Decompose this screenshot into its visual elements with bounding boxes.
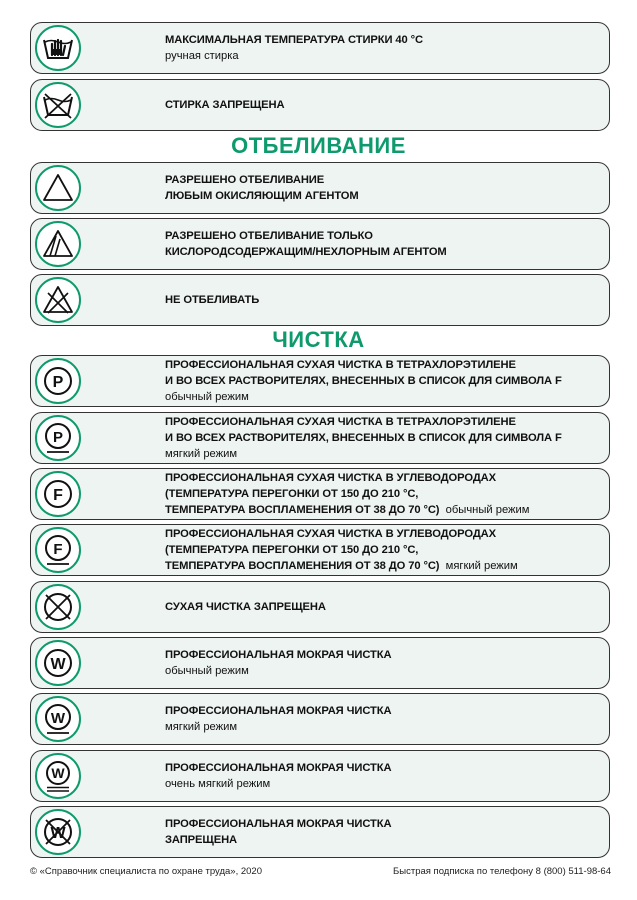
care-mode: мягкий режим [165, 721, 238, 733]
care-row-wet-gentle [30, 693, 610, 745]
care-title: И ВО ВСЕХ РАСТВОРИТЕЛЯХ, ВНЕСЕННЫХ В СПИСОК ДЛЯ СИМВОЛА F [165, 375, 562, 387]
care-title: МАКСИМАЛЬНАЯ ТЕМПЕРАТУРА СТИРКИ 40 °С [165, 34, 424, 46]
circle-w-icon [35, 640, 81, 686]
care-title: ЛЮБЫМ ОКИСЛЯЮЩИМ АГЕНТОМ [165, 190, 359, 202]
symbol-letter: W [51, 765, 65, 781]
symbol-letter: W [50, 656, 66, 673]
care-title: ПРОФЕССИОНАЛЬНАЯ СУХАЯ ЧИСТКА В УГЛЕВОДОРОДАХ [165, 472, 497, 484]
care-mode: мягкий режим [165, 448, 238, 460]
section-heading-cleaning: ЧИСТКА [272, 327, 365, 352]
care-title: ТЕМПЕРАТУРА ВОСПЛАМЕНЕНИЯ ОТ 38 ДО 70 °С) [165, 560, 440, 572]
symbol-letter: P [52, 374, 64, 391]
care-title: ПРОФЕССИОНАЛЬНАЯ СУХАЯ ЧИСТКА В ТЕТРАХЛОРЭТИЛЕНЕ [165, 416, 516, 428]
care-title: ПРОФЕССИОНАЛЬНАЯ СУХАЯ ЧИСТКА В ТЕТРАХЛОРЭТИЛЕНЕ [165, 359, 516, 371]
care-title: СТИРКА ЗАПРЕЩЕНА [165, 99, 285, 111]
crossed-triangle-icon [35, 277, 81, 323]
care-title: КИСЛОРОДСОДЕРЖАЩИМ/НЕХЛОРНЫМ АГЕНТОМ [165, 246, 447, 258]
care-title: РАЗРЕШЕНО ОТБЕЛИВАНИЕ ТОЛЬКО [165, 230, 373, 242]
care-row-dry-p-normal [30, 355, 610, 407]
symbol-letter: W [50, 825, 66, 842]
care-mode: обычный режим [165, 665, 249, 677]
symbol-letter: W [50, 710, 66, 727]
care-title: ПРОФЕССИОНАЛЬНАЯ СУХАЯ ЧИСТКА В УГЛЕВОДОРОДАХ [165, 528, 497, 540]
care-title: (ТЕМПЕРАТУРА ПЕРЕГОНКИ ОТ 150 ДО 210 °С, [165, 544, 419, 556]
striped-triangle-icon [35, 221, 81, 267]
care-row-no-wet-clean [30, 806, 610, 858]
symbol-letter: P [52, 429, 64, 446]
care-mode: обычный режим [445, 504, 530, 516]
footer-subscription: Быстрая подписка по телефону 8 (800) 511-98-64 [393, 866, 611, 877]
symbol-letter: F [53, 541, 63, 558]
crossed-circle-w-icon [35, 809, 81, 855]
care-mode: обычный режим [165, 391, 249, 403]
care-title: ПРОФЕССИОНАЛЬНАЯ МОКРАЯ ЧИСТКА [165, 818, 392, 830]
care-row-dry-f-gentle [30, 524, 610, 576]
care-title: ЗАПРЕЩЕНА [165, 834, 238, 846]
care-row-dry-f-normal [30, 468, 610, 520]
circle-w-line-icon [35, 696, 81, 742]
symbol-letter: F [53, 487, 63, 504]
care-title: И ВО ВСЕХ РАСТВОРИТЕЛЯХ, ВНЕСЕННЫХ В СПИСОК ДЛЯ СИМВОЛА F [165, 432, 562, 444]
care-row-bleach-oxygen [30, 218, 610, 270]
care-mode: ручная стирка [165, 50, 239, 62]
care-title: ПРОФЕССИОНАЛЬНАЯ МОКРАЯ ЧИСТКА [165, 762, 392, 774]
care-title: ТЕМПЕРАТУРА ВОСПЛАМЕНЕНИЯ ОТ 38 ДО 70 °С) [165, 504, 440, 516]
care-row-bleach-any [30, 162, 610, 214]
no-wash-icon [35, 82, 81, 128]
care-row-hand-wash [30, 22, 610, 74]
section-heading-bleaching: ОТБЕЛИВАНИЕ [231, 133, 406, 158]
care-title: НЕ ОТБЕЛИВАТЬ [165, 294, 260, 306]
care-title: ПРОФЕССИОНАЛЬНАЯ МОКРАЯ ЧИСТКА [165, 649, 392, 661]
circle-p-line-icon [35, 415, 81, 461]
circle-f-line-icon [35, 527, 81, 573]
care-row-no-dry-clean [30, 581, 610, 633]
care-row-dry-p-gentle [30, 412, 610, 464]
care-mode: очень мягкий режим [165, 778, 271, 790]
care-mode: мягкий режим [445, 560, 518, 572]
circle-f-icon [35, 471, 81, 517]
footer-copyright: © «Справочник специалиста по охране труда», 2020 [30, 866, 262, 877]
care-title: РАЗРЕШЕНО ОТБЕЛИВАНИЕ [165, 174, 325, 186]
care-title: (ТЕМПЕРАТУРА ПЕРЕГОНКИ ОТ 150 ДО 210 °С, [165, 488, 419, 500]
hand-wash-icon [35, 25, 81, 71]
circle-p-icon [35, 358, 81, 404]
care-row-no-wash [30, 79, 610, 131]
triangle-icon [35, 165, 81, 211]
care-row-no-bleach [30, 274, 610, 326]
care-row-wet-normal [30, 637, 610, 689]
crossed-circle-icon [35, 584, 81, 630]
care-title: ПРОФЕССИОНАЛЬНАЯ МОКРАЯ ЧИСТКА [165, 705, 392, 717]
care-row-wet-very-gentle [30, 750, 610, 802]
care-title: СУХАЯ ЧИСТКА ЗАПРЕЩЕНА [165, 601, 326, 613]
circle-w-double-line-icon [35, 753, 81, 799]
